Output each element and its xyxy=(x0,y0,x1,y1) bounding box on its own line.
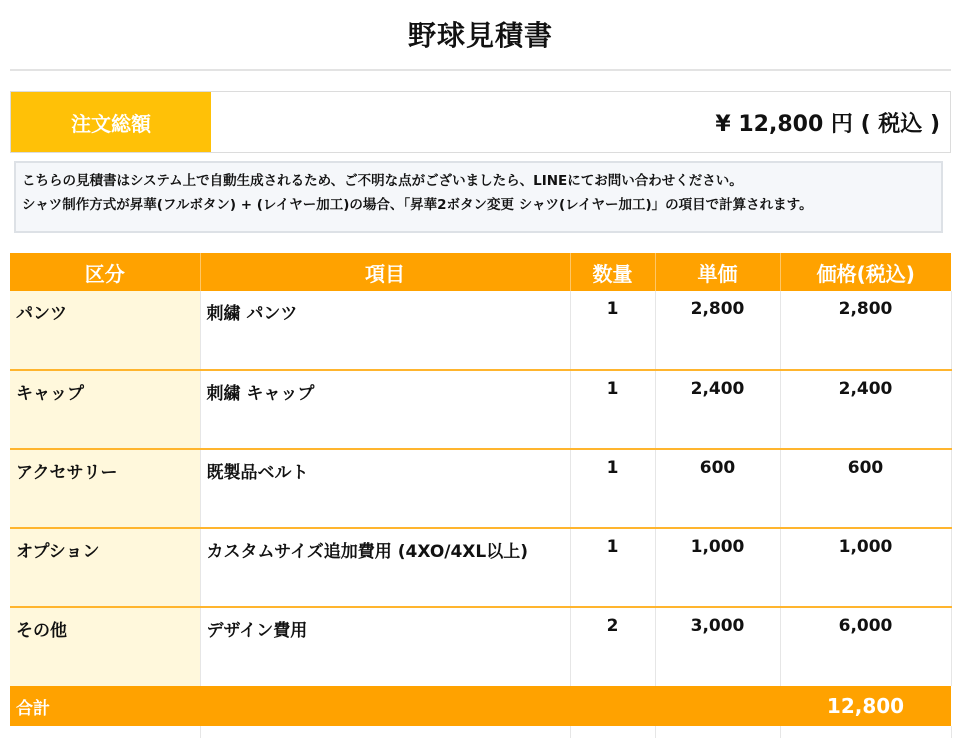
row-price: 2,800 xyxy=(780,291,951,370)
header-unit-price: 単価 xyxy=(655,253,780,291)
table-trailing-row xyxy=(10,726,951,738)
row-item: 刺繍 キャップ xyxy=(200,370,570,449)
total-row xyxy=(10,686,951,726)
row-price: 600 xyxy=(780,449,951,528)
table-row xyxy=(10,370,951,449)
row-category: オプション xyxy=(10,528,200,607)
row-quantity: 1 xyxy=(570,291,655,370)
row-price: 2,400 xyxy=(780,370,951,449)
row-unit-price: 2,800 xyxy=(655,291,780,370)
total-label: 合計 xyxy=(10,686,200,726)
notice-line-2: シャツ制作方式が昇華(フルボタン) + (レイヤー加工)の場合、「昇華2ボタン変更 シャツ(レイヤー加工)」の項目で計算されます。 xyxy=(22,197,813,213)
table-row xyxy=(10,528,951,607)
row-category: アクセサリー xyxy=(10,449,200,528)
header-quantity: 数量 xyxy=(570,253,655,291)
order-total-value: ¥ 12,800 円 ( 税込 ) xyxy=(715,111,940,137)
table-row xyxy=(10,607,951,686)
row-quantity: 1 xyxy=(570,449,655,528)
notice-box xyxy=(14,161,943,233)
table-header-row xyxy=(10,253,951,291)
header-price-incl-tax: 価格(税込) xyxy=(780,253,951,291)
row-quantity: 2 xyxy=(570,607,655,686)
row-quantity: 1 xyxy=(570,528,655,607)
row-quantity: 1 xyxy=(570,370,655,449)
row-price: 6,000 xyxy=(780,607,951,686)
header-item: 項目 xyxy=(200,253,570,291)
header-category: 区分 xyxy=(10,253,200,291)
row-unit-price: 2,400 xyxy=(655,370,780,449)
row-category: パンツ xyxy=(10,291,200,370)
total-value: 12,800 xyxy=(780,686,951,726)
row-category: その他 xyxy=(10,607,200,686)
row-item: カスタムサイズ追加費用 (4XO/4XL以上) xyxy=(200,528,570,607)
row-item: 既製品ベルト xyxy=(200,449,570,528)
order-total-box xyxy=(10,91,951,153)
table-row xyxy=(10,291,951,370)
order-total-label: 注文総額 xyxy=(11,92,211,152)
title-divider xyxy=(10,69,951,71)
row-unit-price: 1,000 xyxy=(655,528,780,607)
row-item: 刺繍 パンツ xyxy=(200,291,570,370)
row-category: キャップ xyxy=(10,370,200,449)
row-unit-price: 3,000 xyxy=(655,607,780,686)
page-title: 野球見積書 xyxy=(407,19,553,52)
row-price: 1,000 xyxy=(780,528,951,607)
quote-table xyxy=(10,253,952,738)
table-row xyxy=(10,449,951,528)
notice-line-1: こちらの見積書はシステム上で自動生成されるため、ご不明な点がございましたら、LINEにてお問い合わせください。 xyxy=(22,173,743,189)
row-item: デザイン費用 xyxy=(200,607,570,686)
row-unit-price: 600 xyxy=(655,449,780,528)
